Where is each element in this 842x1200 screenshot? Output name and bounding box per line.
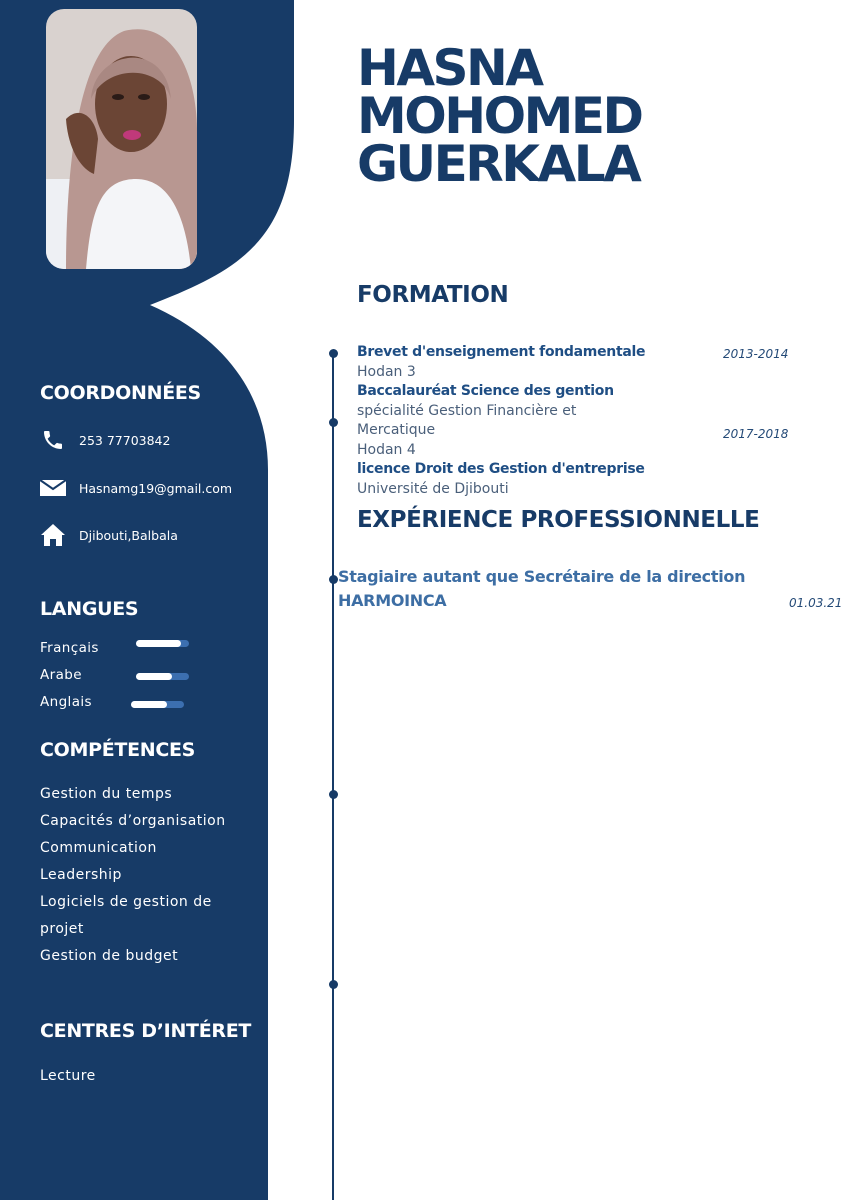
address-text: Djibouti,Balbala <box>79 527 178 543</box>
timeline-dot <box>329 790 338 799</box>
timeline-line <box>332 352 334 1200</box>
experience-heading: EXPÉRIENCE PROFESSIONNELLE <box>357 507 760 533</box>
experience-role: Stagiaire autant que Secrétaire de la direction <box>338 567 746 586</box>
name-line: MOHOMED <box>357 87 642 145</box>
timeline-dot <box>329 418 338 427</box>
formation-school: Hodan 4 <box>357 442 416 458</box>
home-icon <box>40 522 66 548</box>
formation-title: Baccalauréat Science des gention <box>357 383 614 399</box>
skill-item: Gestion de budget <box>40 948 179 964</box>
skills-list <box>40 781 226 970</box>
contact-email[interactable] <box>40 475 232 501</box>
contact-address <box>40 522 178 548</box>
experience-company: HARMOINCA <box>338 591 447 610</box>
phone-text: 253 77703842 <box>79 432 171 448</box>
language-label-arabe: Arabe <box>40 667 82 683</box>
language-level-bar-arabe <box>136 673 189 680</box>
email-text: Hasnamg19@gmail.com <box>79 480 233 496</box>
language-level-fill <box>131 701 167 708</box>
skill-item: Communication <box>40 840 157 856</box>
formation-school: Université de Djibouti <box>357 481 509 497</box>
timeline-dot <box>329 349 338 358</box>
name-line: HASNA <box>357 39 542 97</box>
interests-heading: CENTRES D’INTÉRET <box>40 1020 252 1042</box>
profile-photo <box>46 9 197 269</box>
formation-date: 2017-2018 <box>723 427 789 441</box>
formation-title: licence Droit des Gestion d'entreprise <box>357 461 645 477</box>
phone-icon <box>40 427 66 453</box>
timeline-dot <box>329 575 338 584</box>
formation-school: Hodan 3 <box>357 364 416 380</box>
skill-item: Capacités d’organisation <box>40 813 226 829</box>
skill-item: Logiciels de gestion de <box>40 894 212 910</box>
contact-heading: COORDONNÉES <box>40 382 201 404</box>
language-level-fill <box>136 640 181 647</box>
formation-title: Brevet d'enseignement fondamentale <box>357 344 646 360</box>
formation-detail: Mercatique <box>357 422 436 438</box>
language-label-anglais: Anglais <box>40 694 92 710</box>
formation-date: 2013-2014 <box>723 347 789 361</box>
timeline-dot <box>329 980 338 989</box>
language-level-bar-francais <box>136 640 189 647</box>
languages-heading: LANGUES <box>40 598 139 620</box>
skill-item: Gestion du temps <box>40 786 173 802</box>
language-level-bar-anglais <box>131 701 184 708</box>
skills-heading: COMPÉTENCES <box>40 739 196 761</box>
formation-heading: FORMATION <box>357 282 509 308</box>
name-line: GUERKALA <box>357 135 640 193</box>
experience-date: 01.03.21 <box>789 596 842 610</box>
formation-detail: spécialité Gestion Financière et <box>357 403 577 419</box>
skill-item: Leadership <box>40 867 122 883</box>
envelope-icon <box>40 475 66 501</box>
language-level-fill <box>136 673 172 680</box>
skill-item: projet <box>40 921 84 937</box>
interests-list <box>40 1063 96 1090</box>
language-label-francais: Français <box>40 640 99 656</box>
candidate-name <box>357 39 642 193</box>
interest-item: Lecture <box>40 1068 96 1084</box>
contact-phone[interactable] <box>40 427 170 453</box>
